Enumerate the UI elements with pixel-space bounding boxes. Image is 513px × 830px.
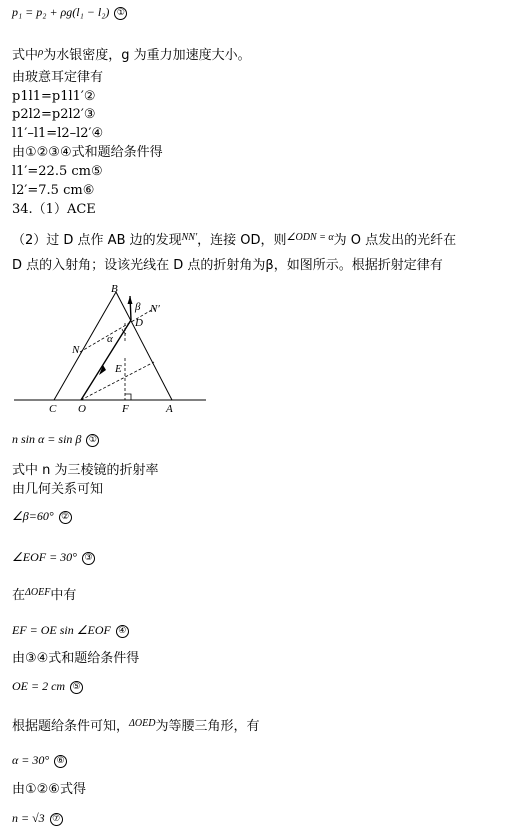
equation-snell xyxy=(12,431,99,447)
text-zhongyou: 中有 xyxy=(50,588,77,603)
text-combine: 由①②③④式和题给条件得 xyxy=(12,145,163,160)
eof-text: ∠EOF = 30° xyxy=(12,550,77,564)
label-C: C xyxy=(49,403,57,414)
equation-number-alpha: ⑥ xyxy=(54,755,67,768)
equation-4: l1′–l1=l2–l2′④ xyxy=(12,126,104,141)
text-boyle-law: 由玻意耳定律有 xyxy=(12,70,104,85)
equation-3: p2l2=p2l2′③ xyxy=(12,107,96,122)
text-incidence-angle: D 点的入射角；设该光线在 D 点的折射角为β，如图所示。根据折射定律有 xyxy=(12,258,443,273)
text-part-c: ，连接 OD，则 xyxy=(197,233,287,248)
equation-beta xyxy=(12,508,72,524)
text-in-triangle-oef xyxy=(12,585,76,604)
equation-number-n: ⑦ xyxy=(50,813,63,826)
rho-symbol: ρ xyxy=(38,46,44,58)
equation-2: p1l1=p1l1′② xyxy=(12,89,96,104)
oe-text: OE = 2 cm xyxy=(12,679,66,693)
text-combine-34: 由③④式和题给条件得 xyxy=(12,651,140,666)
triangle-oef-symbol: ΔOEF xyxy=(25,587,51,598)
snell-text: n sin α = sin β xyxy=(12,432,82,446)
equation-5: l1′=22.5 cm⑤ xyxy=(12,164,103,179)
text-refractive-index: 式中 n 为三棱镜的折射率 xyxy=(12,463,159,478)
equation-eof xyxy=(12,549,95,565)
label-alpha: α xyxy=(107,333,113,345)
label-O: O xyxy=(78,403,86,414)
text-isosceles xyxy=(12,716,259,735)
text-geometry: 由几何关系可知 xyxy=(12,482,104,497)
text-prefix: 式中 xyxy=(12,48,39,63)
text-part-e: 为 O 点发出的光纤在 xyxy=(333,233,457,248)
equation-n xyxy=(12,810,63,826)
equation-alpha xyxy=(12,752,67,768)
refracted-arrow-icon xyxy=(128,296,133,304)
prism-side-ba xyxy=(116,292,172,400)
n-text: n = √3 xyxy=(12,811,45,825)
text-part-a: （2）过 D 点作 AB 边的发现 xyxy=(12,233,182,248)
text-zai: 在 xyxy=(12,588,26,603)
text-normal-line xyxy=(12,230,456,249)
equation-6: l2′=7.5 cm⑥ xyxy=(12,183,95,198)
equation-ef xyxy=(12,622,129,638)
text-combine-126: 由①②⑥式得 xyxy=(12,782,86,797)
label-B: B xyxy=(111,283,118,295)
label-D: D xyxy=(135,317,143,329)
alpha-text: α = 30° xyxy=(12,753,50,767)
equation-number-beta: ② xyxy=(59,511,72,524)
prism-diagram xyxy=(14,282,210,414)
label-F: F xyxy=(122,403,129,414)
equation-oe xyxy=(12,678,83,694)
label-E: E xyxy=(115,363,122,375)
answer-34-1: 34.（1）ACE xyxy=(12,202,96,217)
equation-pressure xyxy=(12,4,127,20)
equation-number-1: ① xyxy=(114,7,127,20)
label-N-prime: N′ xyxy=(150,303,160,315)
ef-text: EF = OE sin ∠EOF xyxy=(12,623,111,637)
triangle-oed-symbol: ΔOED xyxy=(129,718,156,729)
equation-number-snell: ① xyxy=(86,434,99,447)
label-N: N xyxy=(72,344,80,356)
nn-prime-symbol: NN′ xyxy=(181,232,198,243)
equation-number-eof: ③ xyxy=(82,552,95,565)
equation-number-oe: ⑤ xyxy=(70,681,83,694)
prism-side-bc xyxy=(54,292,116,400)
label-beta: β xyxy=(135,301,141,313)
text-given: 根据题给条件可知， xyxy=(12,719,130,734)
equation-pressure-text: p₁ = p₂ + ρg(l₁ − l₂) xyxy=(12,5,110,19)
equation-number-ef: ④ xyxy=(116,625,129,638)
text-suffix: 为水银密度，g 为重力加速度大小。 xyxy=(43,48,251,63)
text-rho-definition xyxy=(12,44,251,64)
angle-odn-symbol: ∠ODN = α xyxy=(286,232,334,243)
right-angle-mark xyxy=(125,394,131,400)
text-isosceles-suffix: 为等腰三角形，有 xyxy=(155,719,260,734)
label-A: A xyxy=(166,403,173,414)
beta-text: ∠β=60° xyxy=(12,509,54,523)
